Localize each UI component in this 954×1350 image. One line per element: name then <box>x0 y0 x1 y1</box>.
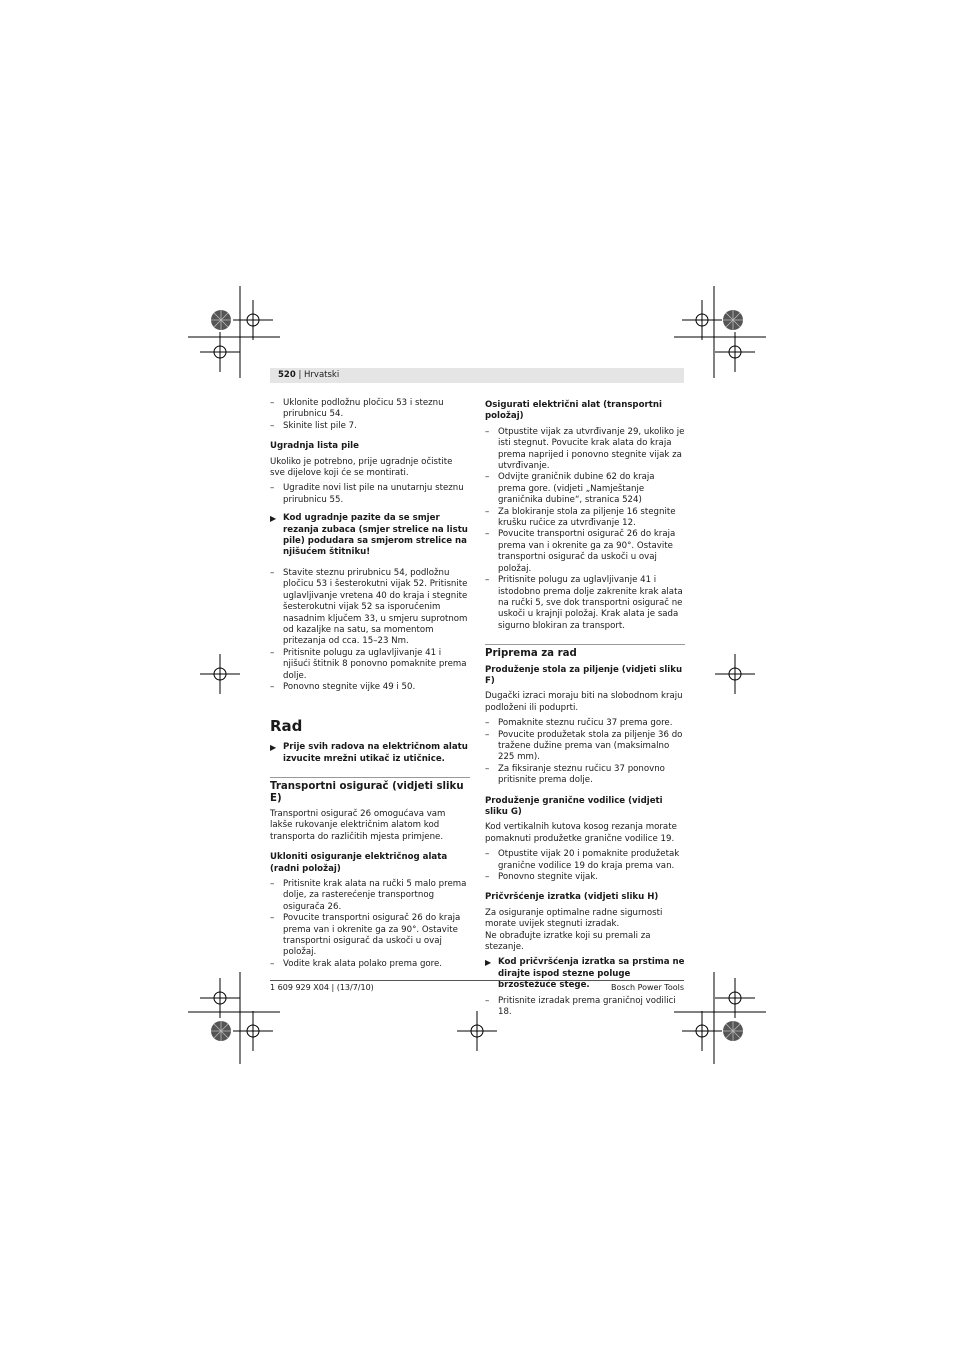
list-item: – Odvijte graničnik dubine 62 do kraja prema gore. (vidjeti „Namještanje graničnika dubine“, stranica 524) <box>485 472 685 506</box>
list-item: – Ugradite novi list pile na unutarnju steznu prirubnicu 55. <box>270 483 470 506</box>
dash-list <box>485 718 685 786</box>
list-item: – Pomaknite steznu ručicu 37 prema gore. <box>485 718 685 729</box>
registration-mark-icon <box>682 300 722 340</box>
list-item: – Povucite produžetak stola za piljenje 36 do tražene dužine prema van (maksimalno 225 mm). <box>485 730 685 764</box>
list-item: – Vodite krak alata polako prema gore. <box>270 959 470 970</box>
registration-mark-icon <box>715 332 755 372</box>
paragraph: Kod vertikalnih kutova kosog rezanja morate pomaknuti produžetke granične vodilice 19. <box>485 822 677 844</box>
list-item: – Otpustite vijak za utvrđivanje 29, ukoliko je isti stegnut. Povucite krak alata do kraja prema naprijed i ponovno stegnite vijak za utvrđivanje. <box>485 427 685 473</box>
list-item: – Povucite transportni osigurač 26 do kraja prema van i okrenite ga za 90°. Ostavite transportni osigurač da uskoči u ovaj položaj. <box>485 529 685 575</box>
list-item: – Za fiksiranje steznu ručicu 37 ponovno pritisnite prema dolje. <box>485 764 685 787</box>
list-item: – Pritisnite polugu za uglavljivanje 41 i njišući štitnik 8 ponovno pomaknite prema dolje. <box>270 648 470 682</box>
list-item: – Ponovno stegnite vijke 49 i 50. <box>270 682 470 693</box>
list-item: – Za blokiranje stola za piljenje 16 stegnite krušku ručice za utvrđivanje 12. <box>485 507 685 530</box>
list-item: – Pritisnite izradak prema graničnoj vodilici 18. <box>485 996 685 1019</box>
warning-note <box>270 742 470 765</box>
footer-doc-number: 1 609 929 X04 | (13/7/10) <box>270 983 374 992</box>
triangle-right-icon: ▶ <box>270 514 277 524</box>
triangle-right-icon: ▶ <box>270 743 277 753</box>
dash-list <box>270 398 470 432</box>
page-footer <box>270 980 684 992</box>
dash-list <box>270 568 470 693</box>
paragraph: Ne obrađujte izratke koji su premali za stezanje. <box>485 930 651 953</box>
dash-list <box>485 849 685 883</box>
section-title: Priprema za rad <box>485 644 685 659</box>
section-heading: Ugradnja lista pile <box>270 441 359 452</box>
dash-list <box>270 879 470 970</box>
warning-text: Kod pričvršćenja izratka sa prstima ne dirajte ispod stezne poluge brzostežuće stege. <box>498 957 685 991</box>
list-item: – Skinite list pile 7. <box>270 421 470 432</box>
color-wheel-icon <box>723 1021 743 1041</box>
section-heading: Osigurati električni alat (transportni položaj) <box>485 400 662 422</box>
warning-text: Kod ugradnje pazite da se smjer rezanja zubaca (smjer strelice na listu pile) podudara sa smjerom strelice na njišućem štitniku! <box>283 513 468 558</box>
section-heading: Pričvršćenje izratka (vidjeti sliku H) <box>485 892 659 903</box>
warning-text: Prije svih radova na električnom alatu izvucite mrežni utikač iz utičnice. <box>283 742 468 764</box>
footer-brand: Bosch Power Tools <box>611 983 684 992</box>
right-column <box>485 398 685 1022</box>
header-separator: | <box>298 370 302 380</box>
list-item: – Ponovno stegnite vijak. <box>485 872 685 883</box>
triangle-right-icon: ▶ <box>485 958 492 968</box>
paragraph: Dugački izraci moraju biti na slobodnom kraju podloženi ili poduprti. <box>485 691 683 713</box>
section-title: Transportni osigurač (vidjeti sliku E) <box>270 777 470 804</box>
list-item: – Povucite transportni osigurač 26 do kraja prema van i okrenite ga za 90°. Ostavite transportni osigurač da uskoči u ovaj položaj. <box>270 913 470 959</box>
registration-mark-icon <box>682 1011 722 1051</box>
color-wheel-icon <box>211 1021 231 1041</box>
list-item: – Pritisnite krak alata na ručki 5 malo prema dolje, za rasterećenje transportnog osigurača 26. <box>270 879 470 913</box>
left-column <box>270 398 470 973</box>
warning-note <box>270 513 470 559</box>
list-item: – Uklonite podložnu pločicu 53 i steznu prirubnicu 54. <box>270 398 470 421</box>
list-item: – Pritisnite polugu za uglavljivanje 41 i istodobno prema dolje zakrenite krak alata na ručki 5, sve dok transportni osigurač ne uskoči u krajnji položaj. Krak alata je sada sigurno blokiran za transport. <box>485 575 685 632</box>
header-language: Hrvatski <box>304 370 340 380</box>
registration-mark-icon <box>715 654 755 694</box>
section-heading: Produženje stola za piljenje (vidjeti sliku F) <box>485 664 683 686</box>
registration-mark-icon <box>233 300 273 340</box>
page-header <box>270 368 684 383</box>
registration-mark-icon <box>200 332 240 372</box>
paragraph: Transportni osigurač 26 omogućava vam lakše rukovanje električnim alatom kod transporta do različitih mjesta primjene. <box>270 808 446 842</box>
paragraph: Za osiguranje optimalne radne sigurnosti morate uvijek stegnuti izradak. <box>485 907 663 930</box>
dash-list <box>485 996 685 1019</box>
registration-mark-icon <box>233 1011 273 1051</box>
page-number: 520 <box>278 370 296 380</box>
list-item: – Otpustite vijak 20 i pomaknite produžetak granične vodilice 19 do kraja prema van. <box>485 849 685 872</box>
paragraph: Ukoliko je potrebno, prije ugradnje očistite sve dijelove koji će se montirati. <box>270 456 453 479</box>
registration-mark-icon <box>200 654 240 694</box>
section-heading: Ukloniti osiguranje električnog alata (radni položaj) <box>270 852 448 874</box>
chapter-title: Rad <box>270 717 303 736</box>
section-heading: Produženje granične vodilice (vidjeti sliku G) <box>485 795 663 817</box>
color-wheel-icon <box>211 310 231 330</box>
dash-list <box>485 427 685 632</box>
color-wheel-icon <box>723 310 743 330</box>
dash-list <box>270 483 470 506</box>
list-item: – Stavite steznu prirubnicu 54, podložnu pločicu 53 i šesterokutni vijak 52. Pritisnite uglavljivanje vretena 40 do kraja i stegnite šesterokutni vijak 52 sa isporučenim nasadnim ključem 33, u smjeru suprotnom od kazaljke na satu, sa momentom pritezanja od cca. 15–23 Nm. <box>270 568 470 648</box>
